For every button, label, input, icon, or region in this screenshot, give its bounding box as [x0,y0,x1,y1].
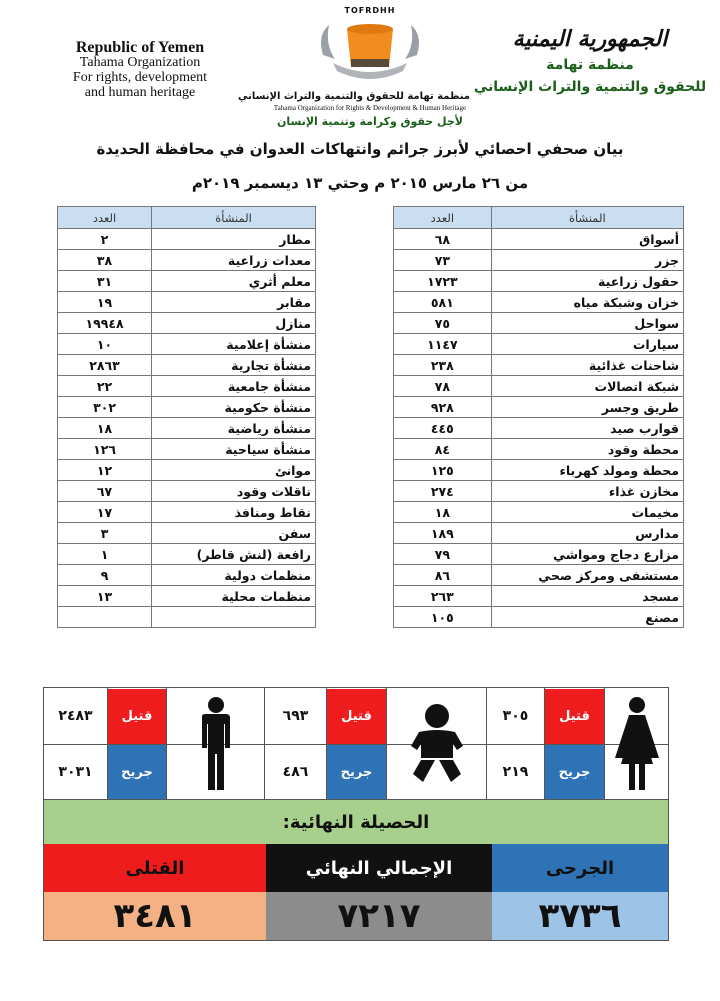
logo-word: TOFRDHH [344,6,396,15]
table-row [394,523,684,544]
children-injured-label: جريح [327,745,386,799]
facility-name: منشأة حكومية [152,397,316,418]
english-org-header [40,40,240,100]
injured-summary-value: ٣٧٣٦ [492,892,668,940]
facility-name: محطة ومولد كهرباء [491,460,683,481]
facility-count: ٣١ [58,271,152,292]
child-icon [387,688,486,799]
column-header-facility: المنشأة [491,207,683,229]
organization-logo [237,6,470,136]
table-row [58,502,316,523]
table-row [394,397,684,418]
facility-name [152,607,316,628]
facility-count: ٣٨ [58,250,152,271]
men-killed-count: ٢٤٨٣ [58,708,93,724]
facility-count: ١٨ [58,418,152,439]
facility-name: موانئ [152,460,316,481]
facility-count: ٤٤٥ [394,418,492,439]
facility-name: مخازن غذاء [491,481,683,502]
table-row [58,565,316,586]
table-row [394,439,684,460]
facility-count: ٨٦ [394,565,492,586]
women-killed-count: ٣٠٥ [502,708,529,724]
facility-count: ٢٨٦٣ [58,355,152,376]
facility-count: ١٣ [58,586,152,607]
facility-count: ٣٠٢ [58,397,152,418]
casualties-panel [43,687,669,941]
org-arabic-line-2: للحقوق والتنمية والتراث الإنساني [473,79,707,95]
facility-count [58,607,152,628]
facility-name: محطة وقود [491,439,683,460]
table-row [58,376,316,397]
facility-name: طريق وجسر [491,397,683,418]
facility-name: منظمات دولية [152,565,316,586]
summary-heading: الحصيلة النهائية: [44,800,668,844]
facilities-table-right [393,206,684,628]
facility-name: معلم أثري [152,271,316,292]
facility-name: قوارب صيد [491,418,683,439]
facility-name: سواحل [491,313,683,334]
facility-name: مزارع دجاج ومواشي [491,544,683,565]
facility-count: ٦٨ [394,229,492,250]
facility-count: ٧٣ [394,250,492,271]
facility-count: ١٨٩ [394,523,492,544]
facility-name: منشأة تجارية [152,355,316,376]
table-row [58,481,316,502]
facility-name: مخيمات [491,502,683,523]
men-injured-count: ٣٠٣١ [58,764,93,780]
children-injured-count: ٤٨٦ [282,764,309,780]
facility-name: أسواق [491,229,683,250]
facility-count: ٩ [58,565,152,586]
facility-name: مقابر [152,292,316,313]
table-row [58,397,316,418]
total-summary-value: ٧٢١٧ [266,892,492,940]
facility-count: ١٢٥ [394,460,492,481]
men-killed-label: قتيل [108,689,166,744]
facility-name: سيارات [491,334,683,355]
table-row [58,418,316,439]
table-row [58,250,316,271]
arabic-org-header [470,26,710,96]
facility-count: ٢٢ [58,376,152,397]
facility-count: ١ [58,544,152,565]
facility-name: مدارس [491,523,683,544]
logo-arabic-name: منظمة تهامة للحقوق والتنمية والتراث الإنساني [237,91,470,102]
table-row [58,439,316,460]
facility-count: ٥٨١ [394,292,492,313]
facility-name: منشأة جامعية [152,376,316,397]
table-row [394,376,684,397]
english-line-1: Republic of Yemen [75,39,205,56]
facility-name: حقول زراعية [491,271,683,292]
facility-count: ١١٤٧ [394,334,492,355]
facility-name: منشأة سياحية [152,439,316,460]
facility-name: منازل [152,313,316,334]
women-injured-label: جريح [545,745,604,799]
page-subtitle: من ٢٦ مارس ٢٠١٥ م وحتي ١٣ ديسمبر ٢٠١٩م [191,174,529,192]
facility-name: مستشفى ومركز صحي [491,565,683,586]
table-row [394,544,684,565]
injured-summary-label: الجرحى [492,844,668,892]
children-killed-count: ٦٩٣ [282,708,309,724]
facility-count: ٦٧ [58,481,152,502]
table-row [58,544,316,565]
facility-count: ١٨ [394,502,492,523]
page-title: بيان صحفي احصائي لأبرز جرائم وانتهاكات العدوان في محافظة الحديدة [96,140,624,158]
table-row [394,460,684,481]
facility-name: شاحنات غذائية [491,355,683,376]
facility-name: مطار [152,229,316,250]
table-row [394,292,684,313]
table-row [58,313,316,334]
facility-count: ٧٥ [394,313,492,334]
facility-count: ١٩ [58,292,152,313]
fez-hat-icon [315,15,425,83]
table-row [58,292,316,313]
table-row [58,271,316,292]
facility-count: ٢ [58,229,152,250]
facility-name: منظمات محلية [152,586,316,607]
english-line-2: Tahama Organization [79,55,201,70]
table-row [394,313,684,334]
table-row [58,523,316,544]
facility-count: ١٢٦ [58,439,152,460]
facility-count: ١٩٩٤٨ [58,313,152,334]
facility-count: ٨٤ [394,439,492,460]
facility-name: خزان وشبكة مياه [491,292,683,313]
killed-summary-label: القتلى [44,844,266,892]
logo-slogan: لأجل حقوق وكرامة وتنمية الإنسان [277,115,463,128]
facility-name: رافعة (لنش قاطر) [152,544,316,565]
men-injured-label: جريح [108,745,166,799]
facility-count: ٢٣٨ [394,355,492,376]
facility-count: ٧٨ [394,376,492,397]
english-line-3: For rights, development [72,70,208,85]
facility-count: ٢٦٣ [394,586,492,607]
women-killed-label: قتيل [545,689,604,744]
facility-name: مصنع [491,607,683,628]
facility-count: ١٧٢٣ [394,271,492,292]
facility-name: منشأة إعلامية [152,334,316,355]
facility-name: سفن [152,523,316,544]
facility-name: شبكة اتصالات [491,376,683,397]
table-row [394,250,684,271]
table-row [394,586,684,607]
table-row [58,229,316,250]
table-row [394,565,684,586]
column-header-count: العدد [394,207,492,229]
table-row [394,334,684,355]
column-header-facility: المنشأة [152,207,316,229]
women-injured-count: ٢١٩ [502,764,529,780]
facility-count: ٧٩ [394,544,492,565]
children-killed-label: قتيل [327,689,386,744]
man-icon [167,688,264,799]
facility-count: ١٧ [58,502,152,523]
republic-calligraphy: الجمهورية اليمنية [512,26,668,52]
table-row [394,355,684,376]
facility-name: نقاط ومنافذ [152,502,316,523]
facilities-table-left [57,206,316,628]
facility-name: ناقلات وقود [152,481,316,502]
logo-english-name: Tahama Organization for Rights & Development & Human Heritage [273,104,467,112]
table-row [58,460,316,481]
facility-count: ١٠ [58,334,152,355]
org-arabic-line-1: منظمة تهامة [546,57,634,73]
facility-count: ١٠٥ [394,607,492,628]
table-row [394,481,684,502]
column-header-count: العدد [58,207,152,229]
table-row [394,418,684,439]
facility-name: معدات زراعية [152,250,316,271]
killed-summary-value: ٣٤٨١ [44,892,266,940]
facility-name: جزر [491,250,683,271]
table-row [58,586,316,607]
facility-count: ٩٢٨ [394,397,492,418]
table-row [58,334,316,355]
english-line-4: and human heritage [84,85,196,100]
table-row [394,607,684,628]
table-row [394,502,684,523]
facility-count: ٢٧٤ [394,481,492,502]
table-row [58,607,316,628]
facility-name: مسجد [491,586,683,607]
facility-count: ١٢ [58,460,152,481]
facility-name: منشأة رياضية [152,418,316,439]
total-summary-label: الإجمالي النهائي [266,844,492,892]
table-row [394,271,684,292]
table-row [58,355,316,376]
table-row [394,229,684,250]
woman-icon [605,688,668,799]
facility-count: ٣ [58,523,152,544]
